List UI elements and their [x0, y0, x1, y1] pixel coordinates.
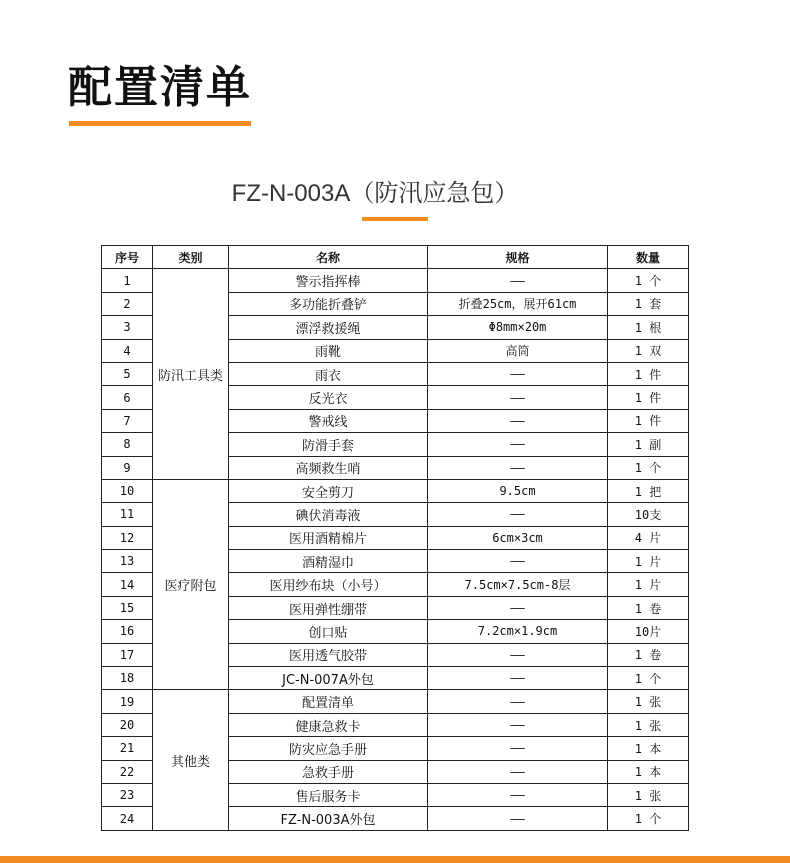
cell-spec: —— [428, 269, 608, 292]
cell-qty: 10片 [608, 620, 689, 643]
cell-name: 急救手册 [229, 760, 428, 783]
cell-name: 漂浮救援绳 [229, 316, 428, 339]
configuration-table [101, 245, 689, 831]
cell-no: 1 [102, 269, 153, 292]
cell-spec: —— [428, 760, 608, 783]
cell-spec: —— [428, 362, 608, 385]
cell-name: 反光衣 [229, 386, 428, 409]
cell-no: 3 [102, 316, 153, 339]
cell-spec: —— [428, 667, 608, 690]
table-row [102, 269, 689, 292]
cell-spec: 高筒 [428, 339, 608, 362]
cell-name: 高频救生哨 [229, 456, 428, 479]
cell-no: 9 [102, 456, 153, 479]
cell-spec: 7.2cm×1.9cm [428, 620, 608, 643]
cell-spec: —— [428, 596, 608, 619]
cell-spec: —— [428, 807, 608, 830]
cell-qty: 4 片 [608, 526, 689, 549]
cell-spec: 7.5cm×7.5cm-8层 [428, 573, 608, 596]
header-category: 类别 [153, 246, 229, 269]
cell-qty: 1 张 [608, 783, 689, 806]
cell-no: 23 [102, 783, 153, 806]
cell-no: 13 [102, 550, 153, 573]
cell-qty: 1 件 [608, 386, 689, 409]
cell-qty: 1 个 [608, 269, 689, 292]
cell-name: 警示指挥棒 [229, 269, 428, 292]
cell-no: 17 [102, 643, 153, 666]
cell-spec: —— [428, 503, 608, 526]
cell-qty: 1 件 [608, 409, 689, 432]
title-underline [69, 121, 251, 126]
table-row [102, 690, 689, 713]
cell-name: FZ-N-003A外包 [229, 807, 428, 830]
table-header-row [102, 246, 689, 269]
header-spec: 规格 [428, 246, 608, 269]
cell-no: 4 [102, 339, 153, 362]
header-no: 序号 [102, 246, 153, 269]
subtitle-underline [362, 217, 428, 221]
cell-spec: 6cm×3cm [428, 526, 608, 549]
cell-name: 多功能折叠铲 [229, 292, 428, 315]
cell-qty: 1 把 [608, 479, 689, 502]
cell-qty: 1 根 [608, 316, 689, 339]
product-subtitle: FZ-N-003A（防汛应急包） [231, 180, 519, 207]
table-body [102, 269, 689, 830]
cell-no: 21 [102, 737, 153, 760]
cell-no: 20 [102, 713, 153, 736]
cell-no: 16 [102, 620, 153, 643]
bottom-accent-bar [0, 856, 790, 863]
cell-spec: —— [428, 550, 608, 573]
cell-qty: 1 片 [608, 573, 689, 596]
cell-no: 7 [102, 409, 153, 432]
cell-spec: —— [428, 737, 608, 760]
cell-no: 10 [102, 479, 153, 502]
cell-name: 安全剪刀 [229, 479, 428, 502]
page-title: 配置清单 [68, 62, 252, 113]
cell-no: 6 [102, 386, 153, 409]
cell-spec: —— [428, 783, 608, 806]
cell-qty: 1 双 [608, 339, 689, 362]
cell-name: 售后服务卡 [229, 783, 428, 806]
cell-name: 医用弹性绷带 [229, 596, 428, 619]
cell-spec: —— [428, 713, 608, 736]
cell-name: 警戒线 [229, 409, 428, 432]
cell-qty: 1 张 [608, 690, 689, 713]
header-name: 名称 [229, 246, 428, 269]
cell-qty: 1 卷 [608, 643, 689, 666]
cell-qty: 1 片 [608, 550, 689, 573]
cell-category: 其他类 [153, 690, 229, 830]
cell-name: 碘伏消毒液 [229, 503, 428, 526]
cell-qty: 1 套 [608, 292, 689, 315]
cell-no: 24 [102, 807, 153, 830]
cell-spec: —— [428, 409, 608, 432]
cell-name: 创口贴 [229, 620, 428, 643]
cell-qty: 1 本 [608, 760, 689, 783]
cell-name: 雨靴 [229, 339, 428, 362]
cell-spec: 9.5cm [428, 479, 608, 502]
cell-qty: 10支 [608, 503, 689, 526]
cell-no: 15 [102, 596, 153, 619]
cell-name: 配置清单 [229, 690, 428, 713]
cell-no: 18 [102, 667, 153, 690]
cell-qty: 1 个 [608, 456, 689, 479]
cell-no: 19 [102, 690, 153, 713]
cell-spec: —— [428, 386, 608, 409]
cell-name: 防滑手套 [229, 433, 428, 456]
table-row [102, 479, 689, 502]
cell-category: 医疗附包 [153, 479, 229, 690]
cell-spec: Φ8mm×20m [428, 316, 608, 339]
cell-no: 14 [102, 573, 153, 596]
cell-name: 医用透气胶带 [229, 643, 428, 666]
cell-qty: 1 个 [608, 667, 689, 690]
cell-qty: 1 卷 [608, 596, 689, 619]
cell-qty: 1 副 [608, 433, 689, 456]
cell-no: 2 [102, 292, 153, 315]
cell-category: 防汛工具类 [153, 269, 229, 480]
cell-spec: 折叠25cm，展开61cm [428, 292, 608, 315]
cell-spec: —— [428, 456, 608, 479]
cell-name: 防灾应急手册 [229, 737, 428, 760]
cell-name: 雨衣 [229, 362, 428, 385]
cell-name: 医用纱布块（小号） [229, 573, 428, 596]
cell-no: 11 [102, 503, 153, 526]
cell-spec: —— [428, 643, 608, 666]
header-qty: 数量 [608, 246, 689, 269]
cell-qty: 1 本 [608, 737, 689, 760]
cell-name: 酒精湿巾 [229, 550, 428, 573]
cell-no: 22 [102, 760, 153, 783]
cell-spec: —— [428, 433, 608, 456]
cell-name: 健康急救卡 [229, 713, 428, 736]
cell-no: 12 [102, 526, 153, 549]
cell-qty: 1 个 [608, 807, 689, 830]
cell-name: 医用酒精棉片 [229, 526, 428, 549]
cell-spec: —— [428, 690, 608, 713]
cell-name: JC-N-007A外包 [229, 667, 428, 690]
cell-no: 8 [102, 433, 153, 456]
cell-qty: 1 件 [608, 362, 689, 385]
cell-no: 5 [102, 362, 153, 385]
cell-qty: 1 张 [608, 713, 689, 736]
